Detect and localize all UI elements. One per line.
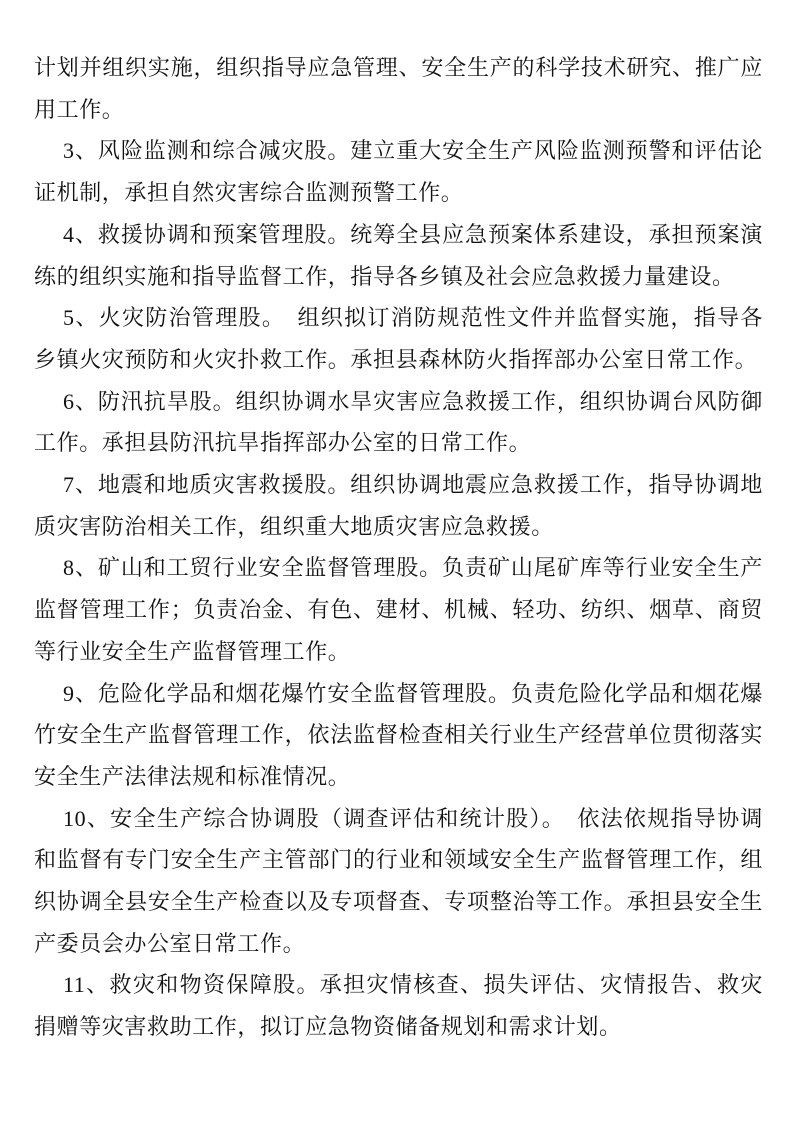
paragraph-item-6: 6、防汛抗旱股。组织协调水旱灾害应急救援工作，组织协调台风防御工作。承担县防汛抗旱指挥部办公室的日常工作。 [34,388,763,456]
paragraph-item-7: 7、地震和地质灾害救援股。组织协调地震应急救援工作，指导协调地质灾害防治相关工作，组织重大地质灾害应急救援。 [34,472,763,539]
paragraph-item-9: 9、危险化学品和烟花爆竹安全监督管理股。负责危险化学品和烟花爆竹安全生产监督管理工作，依法监督检查相关行业生产经营单位贯彻落实安全生产法律法规和标准情况。 [34,680,763,789]
paragraph-item-10: 10、安全生产综合协调股（调查评估和统计股）。 依法依规指导协调和监督有专门安全生产主管部门的行业和领域安全生产监督管理工作，组织协调全县安全生产检查以及专项督查、专项整治等工作。承担县安全生产委员会办公室日常工作。 [34,805,763,956]
paragraph-item-3: 3、风险监测和综合减灾股。建立重大安全生产风险监测预警和评估论证机制，承担自然灾害综合监测预警工作。 [34,138,763,206]
paragraph-item-11: 11、救灾和物资保障股。承担灾情核查、损失评估、灾情报告、救灾捐赠等灾害救助工作，拟订应急物资储备规划和需求计划。 [34,972,763,1040]
paragraph-continuation: 计划并组织实施，组织指导应急管理、安全生产的科学技术研究、推广应用工作。 [34,55,763,122]
paragraph-item-4: 4、救援协调和预案管理股。统筹全县应急预案体系建设，承担预案演练的组织实施和指导监督工作，指导各乡镇及社会应急救援力量建设。 [34,221,763,289]
paragraph-item-5: 5、火灾防治管理股。 组织拟订消防规范性文件并监督实施，指导各乡镇火灾预防和火灾扑救工作。承担县森林防火指挥部办公室日常工作。 [34,305,763,372]
paragraph-item-8: 8、矿山和工贸行业安全监督管理股。负责矿山尾矿库等行业安全生产监督管理工作；负责冶金、有色、建材、机械、轻功、纺织、烟草、商贸等行业安全生产监督管理工作。 [34,555,763,664]
